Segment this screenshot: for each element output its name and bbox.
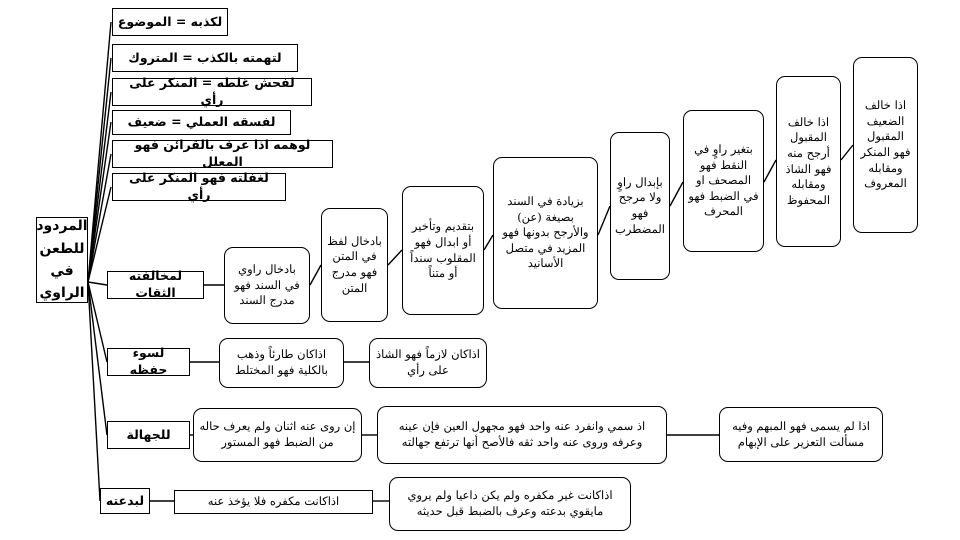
- bidaa-node-2: اذاكانت غير مكفره ولم يكن داعيا ولم يروي مايقوي بدعته وعرف بالضبط قبل حديثه: [389, 477, 631, 531]
- jahala-node-2: اذ سمي وانفرد عنه واحد فهو مجهول العين فإن عينه وعرفه وروى عنه واحد ثقه فالأصح أنها ترتفع جهالته: [377, 406, 667, 464]
- thiqat-node-2: بادخال لفظ في المتن فهو مدرج المتن: [321, 208, 388, 322]
- chain-line-2: [310, 265, 321, 285]
- category-thiqat: لمخالفته الثقات: [107, 271, 204, 299]
- category-jahala: للجهالة: [107, 421, 190, 449]
- thiqat-node-7: اذا خالف المقبول أرجح منه فهو الشاذ ومقابله المحفوظ: [776, 76, 841, 247]
- category-hifz: لسوء حفظه: [107, 348, 190, 376]
- branch-line-9: [88, 282, 107, 435]
- chain-line-3: [388, 250, 402, 265]
- bidaa-node-1: اذاكانت مكفره فلا يؤخذ عنه: [174, 490, 373, 514]
- thiqat-node-8: اذا خالف الضعيف المقبول فهو المنكر ومقابله المعروف: [853, 57, 918, 233]
- branch-line-10: [88, 282, 100, 501]
- chain-line-7: [764, 160, 776, 182]
- chain-line-5: [598, 206, 610, 235]
- chain-line-8: [841, 145, 853, 160]
- thiqat-node-5: بإبدال راوٍ ولا مرجح فهو المضطرب: [610, 132, 670, 280]
- chain-line-6: [670, 182, 683, 206]
- thiqat-node-4: بزيادة في السند بصيغة (عن) والأرجح بدونها فهو المزيد في متصل الأسانيد: [493, 157, 598, 309]
- thiqat-node-1: بادخال راوي في السند فهو مدرج السند: [224, 247, 310, 324]
- branch-line-7: [88, 282, 107, 285]
- reason-kadhib: لكذبه = الموضوع: [112, 8, 228, 36]
- root-node: المردود للطعن في الراوي: [36, 218, 88, 302]
- jahala-node-1: إن روى عنه اثنان ولم يعرف حاله من الضبط فهو المستور: [193, 408, 362, 462]
- thiqat-node-6: بتغير راوٍ في النقط فهو المصحف او في الضبط فهو المحرف: [683, 110, 764, 252]
- reason-fuhsh: لفحش غلطه = المنكر على رأي: [112, 78, 312, 106]
- reason-fisq: لفسقه العملي = ضعيف: [112, 110, 291, 135]
- hifz-node-1: اذاكان طارئاً وذهب بالكلية فهو المختلط: [219, 338, 344, 388]
- reason-ghafla: لغفلته فهو المنكر على رأي: [112, 173, 286, 201]
- reason-tuhma: لتهمته بالكذب = المتروك: [112, 44, 298, 72]
- hifz-node-2: اذاكان لازماً فهو الشاذ على رأي: [369, 338, 487, 388]
- category-bidaa: لبدعته: [100, 488, 150, 514]
- reason-wahm: لوهمه اذا عرف بالقرائن فهو المعلل: [112, 140, 333, 168]
- thiqat-node-3: بتقديم وتأخير أو ابدال فهو المقلوب سنداً أو متناً: [402, 186, 484, 315]
- chain-line-4: [484, 235, 493, 250]
- jahala-node-3: اذا لم يسمى فهو المبهم وفيه مسألت التعزير على الإبهام: [719, 407, 883, 462]
